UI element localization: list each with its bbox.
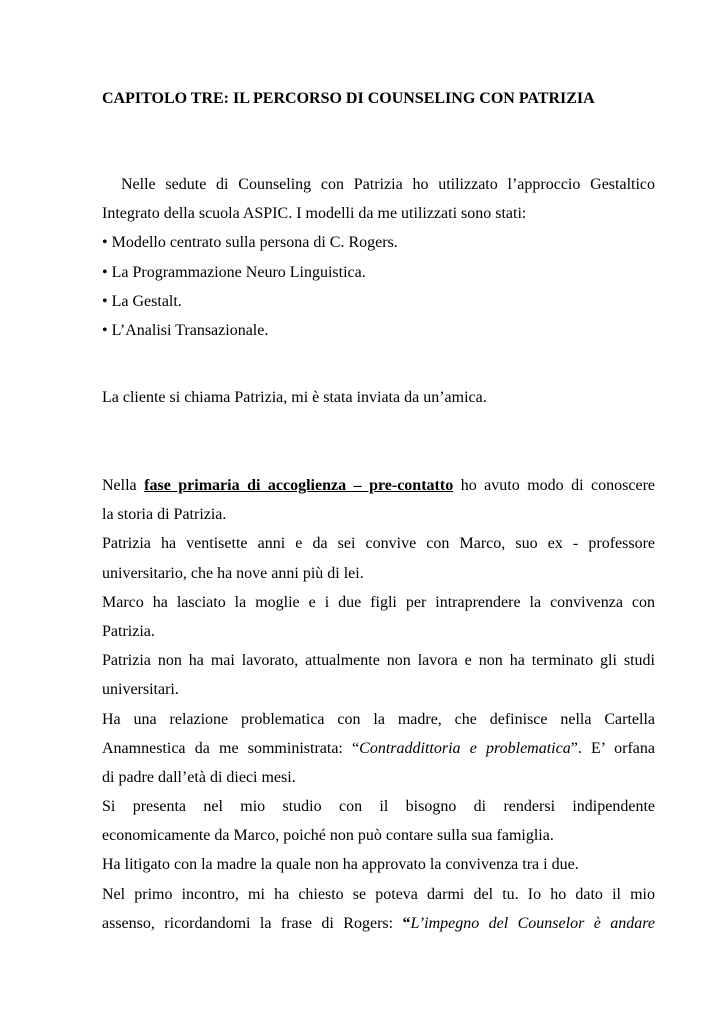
- story-line: [102, 734, 655, 763]
- intro-line-1: Nelle sedute di Counseling con Patrizia ho utilizzato l’approccio Gestaltico: [121, 176, 655, 193]
- client-line: La cliente si chiama Patrizia, mi è stata inviata da un’amica.: [102, 389, 487, 406]
- story-line: Ha una relazione problematica con la madre, che definisce nella Cartella: [102, 710, 655, 728]
- bullet-item: [102, 316, 655, 345]
- story-line: [102, 909, 655, 938]
- story-line: universitario, che ha nove anni più di lei.: [102, 564, 364, 582]
- intro-line-2: Integrato della scuola ASPIC. I modelli da me utilizzati sono stati:: [102, 205, 527, 223]
- bullet-item-label: La Gestalt.: [111, 292, 182, 310]
- bullet-item: [102, 228, 655, 257]
- intro-paragraph: [102, 170, 655, 345]
- story-line: economicamente da Marco, poiché non può contare sulla sua famiglia.: [102, 827, 554, 845]
- story-paragraph: [102, 471, 655, 938]
- bullet-item-label: Modello centrato sulla persona di C. Rogers.: [111, 234, 398, 252]
- fase-highlight: fase primaria di accoglienza – pre-contatto: [144, 477, 454, 494]
- bullet-icon: •: [102, 321, 108, 339]
- story-line: Si presenta nel mio studio con il bisogno di rendersi indipendente: [102, 798, 655, 816]
- story-line: Patrizia non ha mai lavorato, attualmente non lavora e non ha terminato gli studi: [102, 652, 655, 670]
- story-line-part: assenso, ricordandomi la frase di Rogers:: [102, 914, 394, 932]
- client-paragraph: [102, 383, 655, 412]
- story-line-part: ”. E’ orfana: [570, 739, 655, 757]
- story-line: la storia di Patrizia.: [102, 506, 227, 524]
- rogers-quote: L’impegno del Counselor è andare: [410, 914, 655, 932]
- bullet-icon: •: [102, 292, 108, 310]
- story-line: Nel primo incontro, mi ha chiesto se poteva darmi del tu. Io ho dato il mio: [102, 885, 655, 903]
- bullet-icon: •: [102, 263, 108, 281]
- fase-line: [102, 471, 655, 500]
- quoted-definition: Contraddittoria e problematica: [359, 739, 571, 757]
- story-line: Patrizia ha ventisette anni e da sei convive con Marco, suo ex - professore: [102, 535, 655, 553]
- fase-before: Nella: [102, 477, 137, 494]
- bullet-item: [102, 258, 655, 287]
- story-line: di padre dall’età di dieci mesi.: [102, 768, 296, 786]
- bullet-item: [102, 287, 655, 316]
- fase-after: ho avuto modo di conoscere: [460, 477, 655, 494]
- story-line: universitari.: [102, 681, 179, 699]
- story-line: Ha litigato con la madre la quale non ha approvato la convivenza tra i due.: [102, 856, 579, 874]
- bullet-icon: •: [102, 234, 108, 252]
- story-line: Marco ha lasciato la moglie e i due figli per intraprendere la convivenza con: [102, 593, 655, 611]
- bullet-item-label: La Programmazione Neuro Linguistica.: [111, 263, 366, 281]
- story-line: Patrizia.: [102, 622, 155, 640]
- story-line-part: Anamnestica da me somministrata: “: [102, 739, 360, 757]
- quote-mark: “: [402, 914, 411, 932]
- bullet-item-label: L’Analisi Transazionale.: [111, 321, 269, 339]
- chapter-title: CAPITOLO TRE: IL PERCORSO DI COUNSELING CON PATRIZIA: [102, 90, 595, 107]
